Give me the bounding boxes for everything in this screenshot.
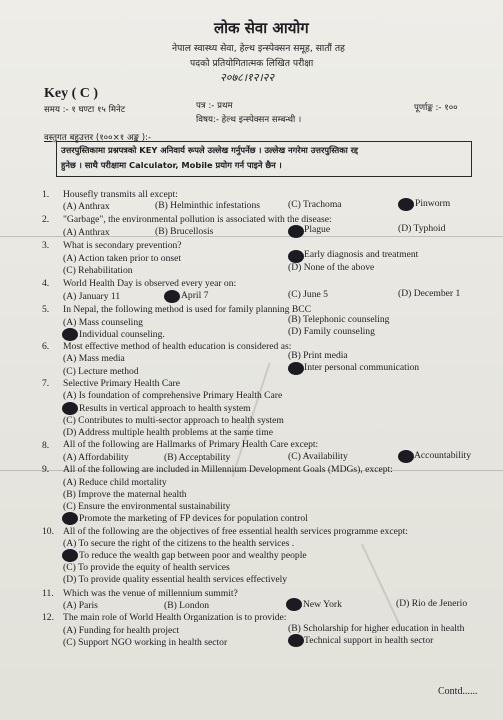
answer-mark-filled — [288, 362, 304, 375]
option-a: (A) Anthrax — [63, 201, 110, 212]
option-a: (A) Is foundation of comprehensive Primary Health Care — [63, 390, 283, 401]
option-c: (C) June 5 — [288, 289, 328, 300]
option-b: (B) Telephonic counseling — [288, 314, 390, 325]
question-text: Selective Primary Health Care — [63, 378, 180, 389]
exam-line: पदको प्रतियोगितात्मक लिखित परीक्षा — [190, 58, 314, 69]
option-a: (A) Paris — [63, 600, 98, 611]
question-text: "Garbage", the environmental pollution is associated with the disease: — [63, 214, 332, 225]
question-number: 8. — [42, 440, 50, 451]
option-a: (A) Mass counseling — [63, 317, 143, 328]
option-b: (B) Print media — [288, 350, 348, 361]
option-b: (B) Scholarship for higher education in health — [288, 623, 465, 634]
answer-mark-filled — [398, 198, 414, 211]
question-text: All of the following are included in Millennium Development Goals (MDGs), except: — [63, 464, 393, 475]
paper-number: पत्र :- प्रथम — [196, 101, 233, 111]
option-c: (C) Contributes to multi-sector approach to health system — [63, 415, 284, 426]
option-c-selected: New York — [303, 599, 342, 610]
question-text: Housefly transmits all except: — [63, 189, 178, 200]
question-number: 11. — [42, 588, 54, 599]
question-number: 2. — [42, 214, 50, 225]
option-d: (D) Rio de Jenerio — [396, 598, 468, 609]
instruction-line-2: हुनेछ । साथै परीक्षामा Calculator, Mobile प्रयोग गर्न पाइने छैन । — [61, 160, 282, 170]
question-number: 1. — [42, 189, 50, 200]
answer-mark-filled — [398, 450, 414, 463]
option-c: (C) Rehabilitation — [63, 265, 133, 276]
question-number: 10. — [42, 526, 54, 537]
answer-mark-filled — [62, 512, 78, 525]
section-heading: वस्तुगत बहुउत्तर (१००×१ अङ्क ):- — [44, 133, 152, 143]
option-c: (C) Ensure the environmental sustainability — [63, 501, 231, 512]
continued-note: Contd...... — [438, 686, 478, 697]
department-line: नेपाल स्वास्थ्य सेवा, हेल्थ इन्स्पेक्सन समूह, सातौं तह — [172, 43, 345, 54]
answer-mark-filled — [164, 290, 180, 303]
question-number: 6. — [42, 341, 50, 352]
question-number: 9. — [42, 464, 50, 475]
paper-crease — [361, 544, 401, 626]
instruction-line-1: उत्तरपुस्तिकामा प्रश्नपत्रको KEY अनिवार्य रूपले उल्लेख गर्नुपर्नेछ । उल्लेख नगरेमा उत्तरपुस्तिका रद्द — [61, 145, 359, 155]
option-a: (A) Reduce child mortality — [63, 477, 167, 488]
option-b: (B) Helminthic infestations — [155, 200, 260, 211]
option-d-selected: Accountability — [414, 450, 472, 461]
option-a: (A) January 11 — [63, 291, 121, 302]
option-b-selected: To reduce the wealth gap between poor and wealthy people — [79, 550, 307, 561]
full-marks: पूर्णाङ्क :- १०० — [414, 103, 458, 113]
option-a: (A) To secure the right of the citizens to the health services . — [63, 538, 295, 549]
option-d: (D) Typhoid — [398, 223, 446, 234]
option-b: (B) London — [164, 600, 210, 611]
exam-date: २०७८।१२।२२ — [220, 71, 275, 84]
question-number: 5. — [42, 304, 50, 315]
question-text: All of the following are Hallmarks of Primary Health Care except: — [63, 439, 319, 450]
option-a: (A) Funding for health project — [63, 625, 180, 636]
option-d-selected: Inter personal communication — [304, 362, 420, 373]
option-a: (A) Affordability — [63, 452, 129, 463]
option-b: (B) Improve the maternal health — [63, 489, 187, 500]
option-d: (D) Family counseling — [288, 326, 375, 337]
time-allowed: समय :- १ घण्टा १५ मिनेट — [44, 105, 126, 115]
question-text: Which was the venue of millennium summit? — [63, 588, 238, 599]
question-text: Most effective method of health education is considered as: — [63, 341, 292, 352]
answer-mark-filled — [288, 634, 304, 647]
question-text: World Health Day is observed every year on: — [63, 278, 237, 289]
answer-mark-filled — [62, 549, 78, 562]
option-c: (C) Support NGO working in health sector — [63, 637, 228, 648]
instruction-box — [56, 141, 472, 177]
option-a: (A) Anthrax — [63, 227, 110, 238]
option-c: (C) To provide the equity of health services — [63, 562, 230, 573]
answer-mark-filled — [62, 328, 78, 341]
option-d: (D) Address multiple health problems at the same time — [63, 427, 273, 438]
question-number: 3. — [42, 240, 50, 251]
question-text: The main role of World Health Organization is to provide: — [63, 612, 287, 623]
option-d-selected: Pinworm — [415, 198, 451, 209]
option-c: (C) Availability — [288, 451, 348, 462]
answer-key-label: Key ( C ) — [44, 86, 99, 101]
question-text: All of the following are the objectives of free essential health services programme except: — [63, 526, 408, 537]
option-d: (D) To provide quality essential health services effectively — [63, 574, 288, 585]
option-b-selected: Early diagnosis and treatment — [304, 249, 419, 260]
option-b-selected: April 7 — [181, 290, 209, 301]
option-c: (C) Lecture method — [63, 366, 139, 377]
answer-mark-filled — [286, 598, 302, 611]
option-b: (B) Acceptability — [164, 452, 231, 463]
option-a: (A) Mass media — [63, 353, 125, 364]
option-c: (C) Trachoma — [288, 199, 342, 210]
question-text: In Nepal, the following method is used for family planning BCC — [63, 304, 312, 315]
answer-mark-filled — [62, 402, 78, 415]
option-a: (A) Action taken prior to onset — [63, 253, 182, 264]
answer-mark-filled — [288, 225, 304, 238]
question-text: What is secondary prevention? — [63, 240, 182, 251]
org-title: लोक सेवा आयोग — [214, 19, 309, 37]
question-number: 7. — [42, 378, 50, 389]
option-b-selected: Results in vertical approach to health system — [79, 403, 251, 414]
option-d-selected: Promote the marketing of FP devices for population control — [79, 513, 308, 524]
subject-line: विषय:- हेल्थ इन्स्पेक्सन सम्बन्धी । — [196, 115, 302, 125]
option-d: (D) None of the above — [288, 262, 375, 273]
option-d-selected: Technical support in health sector — [304, 635, 434, 646]
option-d: (D) December 1 — [398, 288, 461, 299]
question-number: 4. — [42, 278, 50, 289]
option-b: (B) Brucellosis — [155, 226, 214, 237]
option-c-selected: Plague — [304, 224, 331, 235]
option-c-selected: Individual counseling. — [79, 329, 165, 340]
question-number: 12. — [42, 612, 54, 623]
